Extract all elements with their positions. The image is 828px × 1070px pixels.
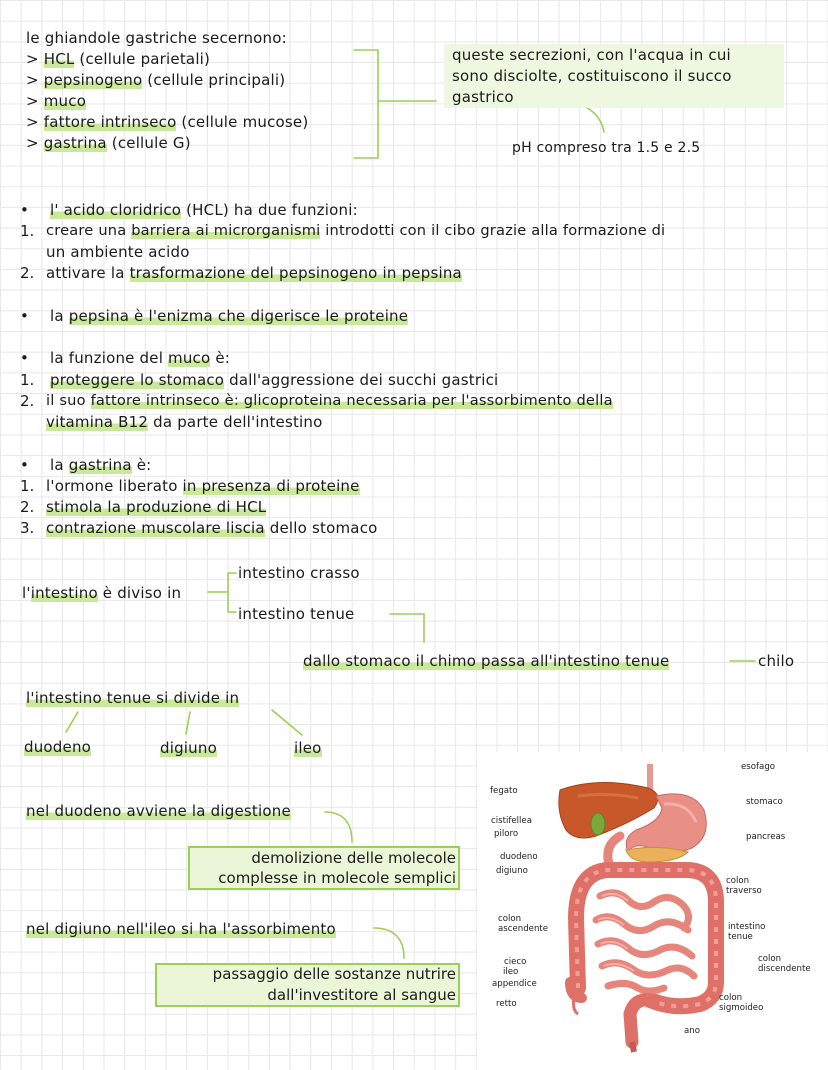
hcl-num-1: 1. <box>20 222 35 240</box>
tenue-part-duodeno: duodeno <box>24 738 92 756</box>
label-digiuno: digiuno <box>496 866 528 876</box>
pancreas-shape <box>626 847 688 862</box>
duodeno-box-line1: demolizione delle molecole <box>251 849 456 867</box>
gastrina-point-3: contrazione muscolare liscia dello stomaco <box>46 519 378 537</box>
gastric-item-gastrina: > gastrina (cellule G) <box>26 134 191 152</box>
label-appendice: appendice <box>492 979 537 989</box>
gastric-item-muco: > muco <box>26 92 87 110</box>
gastric-item-pepsinogeno: > pepsinogeno (cellule principali) <box>26 71 286 89</box>
label-colon-discendente: colon discendente <box>758 954 811 974</box>
label-duodeno: duodeno <box>500 852 538 862</box>
gastrina-num-2: 2. <box>20 498 35 516</box>
label-pancreas: pancreas <box>746 832 786 842</box>
ph-range: pH compreso tra 1.5 e 2.5 <box>512 140 701 156</box>
gastric-note-line2: sono disciolte, costituiscono il succo <box>452 67 732 85</box>
intestino-intro: l'intestino è diviso in <box>22 584 182 602</box>
muco-point-2b: vitamina B12 da parte dell'intestino <box>46 413 323 431</box>
bullet-pepsina: • <box>20 307 29 325</box>
hcl-point-1b: un ambiente acido <box>46 243 190 261</box>
gastrina-point-2: stimola la produzione di HCL <box>46 498 267 516</box>
digiuno-line: nel digiuno nell'ileo si ha l'assorbimento <box>26 920 336 938</box>
label-colon-sigmoideo: colon sigmoideo <box>719 993 764 1013</box>
label-esofago: esofago <box>741 762 776 772</box>
label-ano: ano <box>684 1026 700 1036</box>
gastric-item-hcl: > HCL (cellule parietali) <box>26 50 211 68</box>
label-stomaco: stomaco <box>746 797 783 807</box>
bullet-muco: • <box>20 349 29 367</box>
tenue-part-ileo: ileo <box>294 739 322 757</box>
label-intestino-tenue: intestino tenue <box>728 922 766 942</box>
gastrina-num-1: 1. <box>20 477 35 495</box>
label-cieco: cieco <box>504 957 527 967</box>
label-fegato: fegato <box>490 786 518 796</box>
duodeno-box-line2: complesse in molecole semplici <box>218 869 456 887</box>
muco-intro: la funzione del muco è: <box>50 349 231 367</box>
label-cistifellea: cistifellea <box>491 816 532 826</box>
label-piloro: piloro <box>494 829 519 839</box>
muco-point-1: proteggere lo stomaco dall'aggressione dei succhi gastrici <box>50 371 499 389</box>
hcl-point-1: creare una barriera ai microrganismi introdotti con il cibo grazie alla formazione di <box>46 222 666 239</box>
gastrina-point-1: l'ormone liberato in presenza di proteine <box>46 477 360 495</box>
intestino-crasso: intestino crasso <box>238 564 360 582</box>
hcl-point-2: attivare la trasformazione del pepsinogeno in pepsina <box>46 264 462 282</box>
gastric-note-line1: queste secrezioni, con l'acqua in cui <box>452 46 731 64</box>
gastrina-num-3: 3. <box>20 519 35 537</box>
hcl-num-2: 2. <box>20 264 35 282</box>
muco-point-2: il suo fattore intrinseco è: glicoproteina necessaria per l'assorbimento della <box>46 392 613 409</box>
label-ileo: ileo <box>503 967 519 977</box>
colon-shape <box>576 870 716 1006</box>
gastric-title: le ghiandole gastriche secernono: <box>26 29 287 47</box>
chilo-label: chilo <box>758 652 795 670</box>
intestino-tenue: intestino tenue <box>238 605 355 623</box>
chimo-line: dallo stomaco il chimo passa all'intestino tenue <box>303 652 670 670</box>
bullet-hcl: • <box>20 201 29 219</box>
label-colon-ascendente: colon ascendente <box>498 914 549 934</box>
hcl-intro: l' acido cloridrico (HCL) ha due funzioni: <box>50 201 358 219</box>
bullet-gastrina: • <box>20 456 29 474</box>
gastric-note-line3: gastrico <box>452 88 514 106</box>
gastric-item-fattore: > fattore intrinseco (cellule mucose) <box>26 113 309 131</box>
label-retto: retto <box>496 999 517 1009</box>
muco-num-2: 2. <box>20 392 35 410</box>
duodeno-line: nel duodeno avviene la digestione <box>26 802 291 820</box>
digiuno-box-line2: dall'investitore al sangue <box>267 986 456 1004</box>
tenue-title: l'intestino tenue si divide in <box>26 689 240 707</box>
pepsina-line: la pepsina è l'enizma che digerisce le proteine <box>50 307 409 325</box>
digiuno-box-line1: passaggio delle sostanze nutrire <box>212 965 456 983</box>
tenue-part-digiuno: digiuno <box>160 739 217 757</box>
gastrina-intro: la gastrina è: <box>50 456 152 474</box>
gallbladder-shape <box>591 813 605 835</box>
label-colon-traverso: colon traverso <box>726 876 762 896</box>
muco-num-1: 1. <box>20 371 35 389</box>
